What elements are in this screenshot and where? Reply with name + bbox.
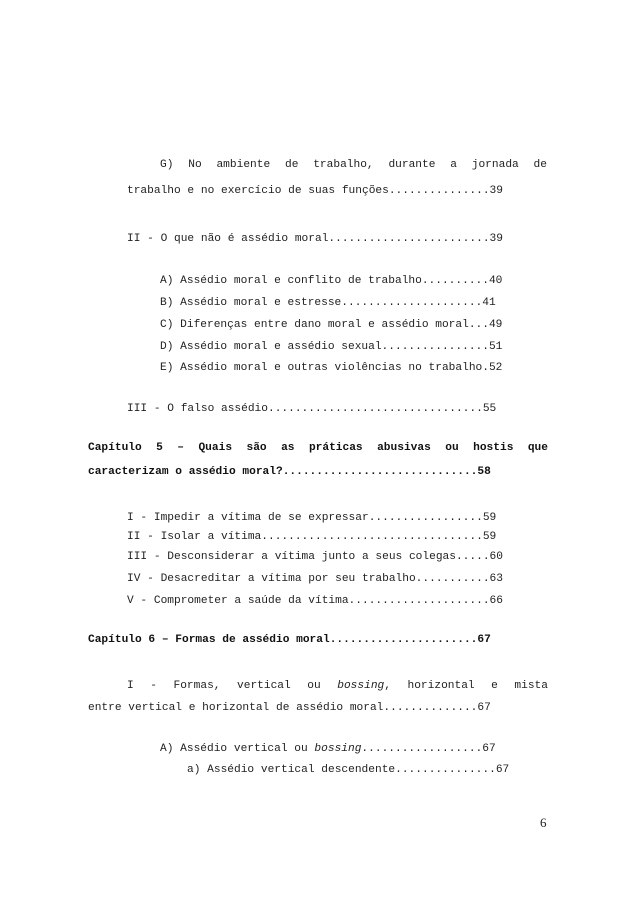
chapter-5-heading-line2: caracterizam o assédio moral?.............................58	[88, 466, 491, 478]
page-number: 6	[540, 815, 547, 830]
toc-entry-c5-v: V - Comprometer a saúde da vítima.....................66	[127, 595, 503, 607]
toc-entry-g-line2: trabalho e no exercício de suas funções...............39	[127, 185, 503, 197]
toc-entry-c6-a: A) Assédio vertical ou bossing..................67	[160, 743, 496, 755]
toc-entry-c6-i-line1: I - Formas, vertical ou bossing, horizontal e mista	[127, 680, 548, 692]
toc-entry-c6-a-a: a) Assédio vertical descendente...............67	[187, 764, 510, 776]
toc-entry-iii: III - O falso assédio................................55	[127, 403, 497, 415]
toc-entry-c5-i: I - Impedir a vítima de se expressar.................59	[127, 512, 497, 524]
toc-entry-d: D) Assédio moral e assédio sexual................51	[160, 341, 503, 353]
toc-entry-c: C) Diferenças entre dano moral e assédio moral...49	[160, 319, 503, 331]
toc-entry-c6-i-line2: entre vertical e horizontal de assédio moral..............67	[88, 702, 491, 714]
toc-entry-a: A) Assédio moral e conflito de trabalho..........40	[160, 275, 503, 287]
toc-entry-ii: II - O que não é assédio moral........................39	[127, 233, 503, 245]
toc-entry-b: B) Assédio moral e estresse.....................41	[160, 297, 496, 309]
toc-entry-c5-ii: II - Isolar a vítima.................................59	[127, 531, 497, 543]
toc-entry-c5-iii: III - Desconsiderar a vítima junto a seus colegas.....60	[127, 551, 503, 563]
toc-entry-e: E) Assédio moral e outras violências no trabalho.52	[160, 362, 503, 374]
toc-entry-g-line1: G) No ambiente de trabalho, durante a jornada de	[160, 159, 547, 171]
toc-entry-c5-iv: IV - Desacreditar a vítima por seu trabalho...........63	[127, 573, 503, 585]
chapter-6-heading: Capítulo 6 – Formas de assédio moral......................67	[88, 634, 491, 646]
chapter-5-heading-line1: Capítulo 5 – Quais são as práticas abusivas ou hostis que	[88, 442, 548, 454]
